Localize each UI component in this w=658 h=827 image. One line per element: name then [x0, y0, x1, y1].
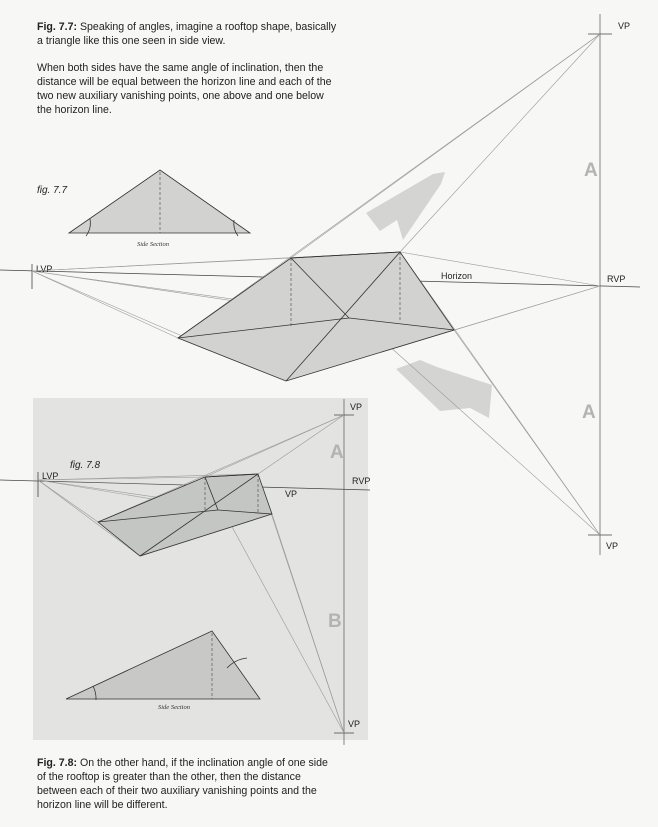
distance-a: A [330, 442, 344, 463]
vp-bottom-label: VP [606, 541, 619, 551]
vp-bottom-label: VP [348, 719, 361, 729]
side-section-label: Side Section [137, 241, 169, 248]
vp-mid-label: VP [285, 489, 298, 499]
rvp-label: RVP [352, 476, 371, 486]
distance-a-top: A [584, 160, 598, 181]
arrow-down-icon [396, 360, 492, 418]
figure-7-8-label: fig. 7.8 [70, 460, 101, 471]
distance-a-bottom: A [582, 402, 596, 423]
figure-7-8 [0, 399, 370, 745]
rvp-label: RVP [607, 274, 626, 284]
lvp-label: LVP [42, 471, 59, 481]
vp-top-label: VP [618, 21, 631, 31]
side-section-label: Side Section [158, 704, 190, 711]
figure-7-7-caption-continued: When both sides have the same angle of inclination, then the distance will be equal between the horizon line and each of the two new auxiliary vanishing points, one above and one below the horizon line. [37, 62, 332, 116]
side-section-triangle [69, 170, 250, 233]
side-section-triangle [66, 631, 260, 699]
caption-text: Speaking of angles, imagine a rooftop shape, basically a triangle like this one seen in side view. [37, 21, 337, 47]
figure-7-7 [0, 14, 640, 555]
vp-top-label: VP [350, 402, 363, 412]
caption-label: Fig. 7.8: [37, 757, 78, 769]
caption-text: On the other hand, if the inclination angle of one side of the rooftop is greater than the other, then the distance between each of their two auxiliary vanishing points and the horizon line will be different. [37, 757, 328, 811]
horizon-label: Horizon [441, 271, 473, 281]
caption-label: Fig. 7.7: [37, 21, 78, 33]
distance-b: B [328, 611, 342, 632]
roof-shape [178, 252, 454, 381]
arrow-up-icon [366, 172, 445, 240]
roof-shape [98, 474, 272, 556]
lvp-label: LVP [36, 264, 53, 274]
figure-7-7-label: fig. 7.7 [37, 185, 68, 196]
